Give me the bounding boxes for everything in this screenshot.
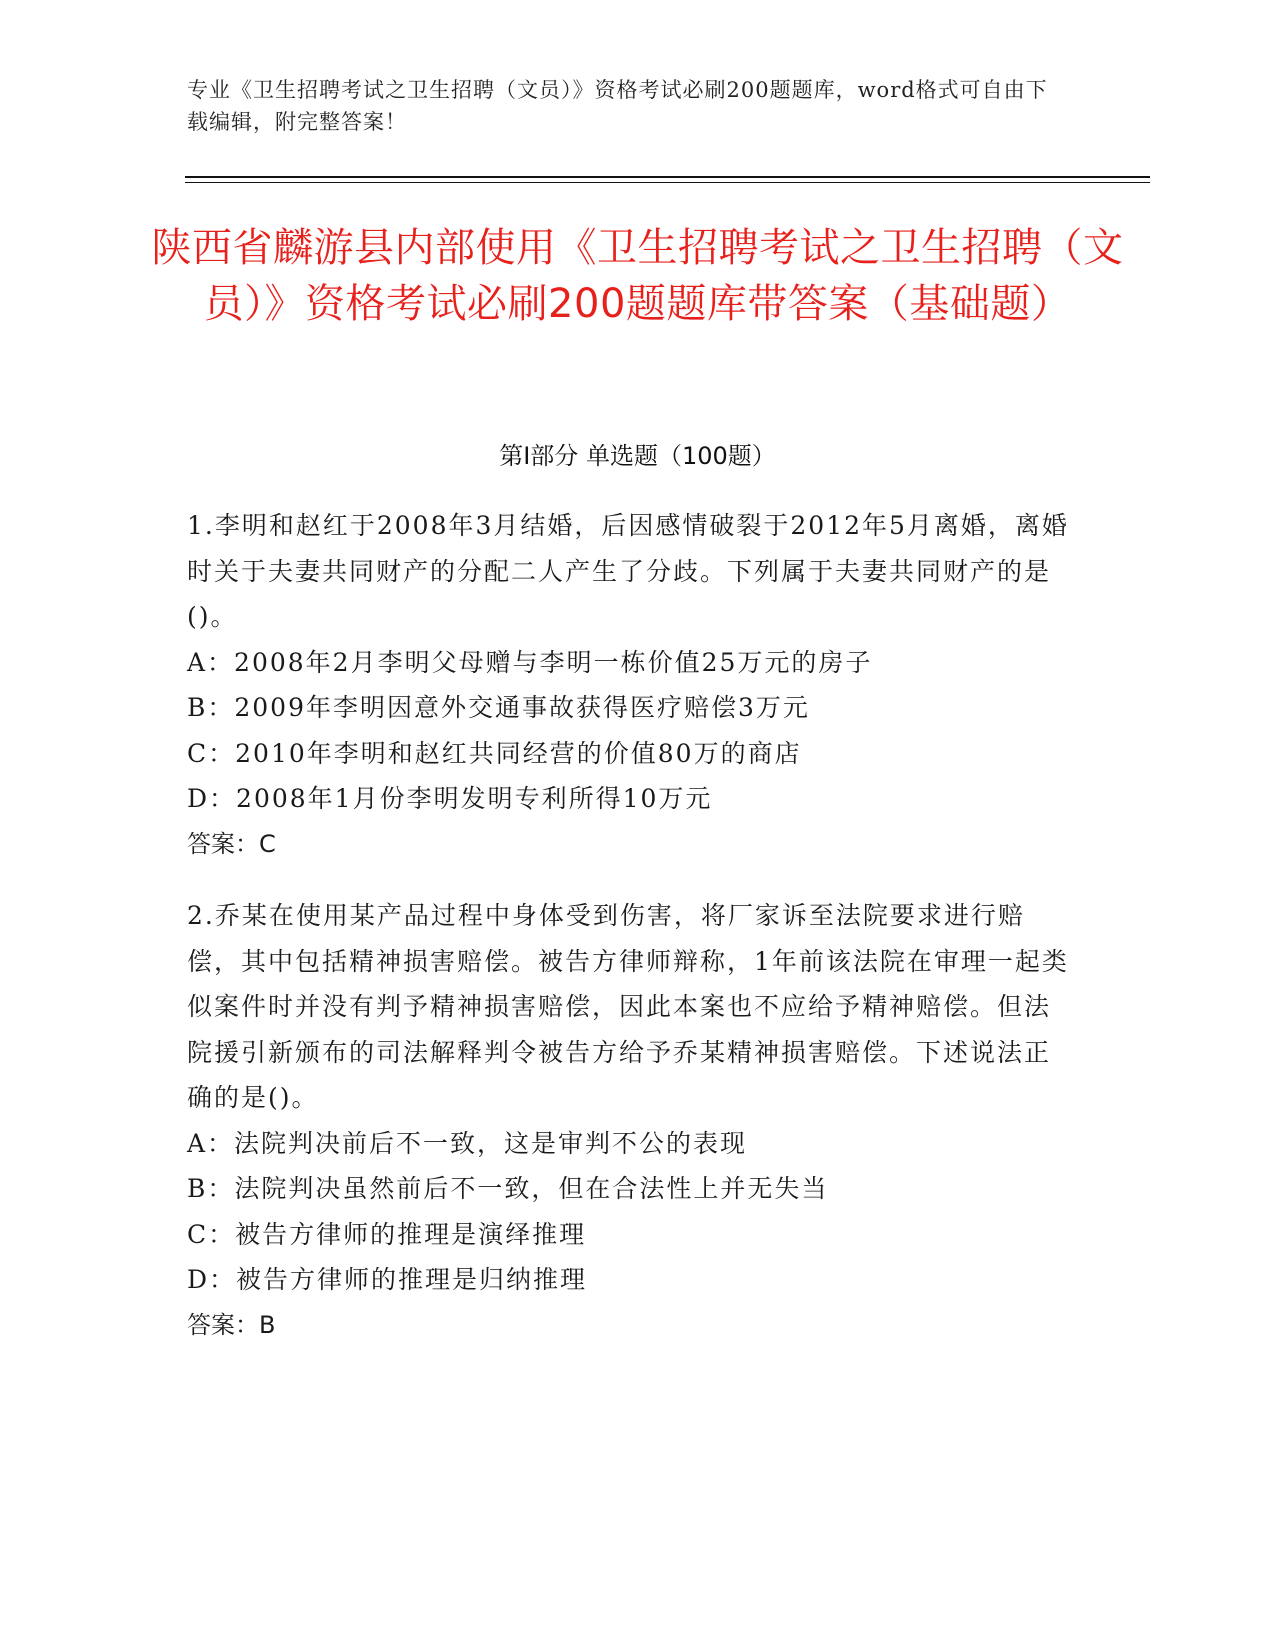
option-c: C：被告方律师的推理是演绎推理 (187, 1219, 587, 1249)
question-2 (187, 893, 1077, 1348)
document-title: 陕西省麟游县内部使用《卫生招聘考试之卫生招聘（文员）》资格考试必刷200题题库带答案（基础题） (151, 225, 1124, 327)
header-divider-thick (185, 176, 1150, 178)
option-a: A：法院判决前后不一致，这是审判不公的表现 (187, 1128, 748, 1158)
option-d: D：被告方律师的推理是归纳推理 (187, 1265, 588, 1294)
answer: 答案：C (187, 829, 276, 858)
option-a: A：2008年2月李明父母赠与李明一栋价值25万元的房子 (187, 647, 873, 677)
header-note: 专业《卫生招聘考试之卫生招聘（文员）》资格考试必刷200题题库，word格式可自由下载编辑，附完整答案！ (187, 78, 1048, 134)
header-divider-thin (185, 182, 1150, 183)
option-b: B：2009年李明因意外交通事故获得医疗赔偿3万元 (187, 693, 810, 722)
option-c: C：2010年李明和赵红共同经营的价值80万的商店 (187, 738, 802, 768)
section-heading: 第Ⅰ部分 单选题（100题） (499, 442, 776, 470)
question-stem: 1.李明和赵红于2008年3月结婚，后因感情破裂于2012年5月离婚，离婚时关于夫妻共同财产的分配二人产生了分歧。下列属于夫妻共同财产的是()。 (187, 511, 1069, 631)
option-b: B：法院判决虽然前后不一致，但在合法性上并无失当 (187, 1174, 829, 1203)
answer: 答案：B (187, 1310, 276, 1339)
question-1 (187, 503, 1077, 867)
option-d: D：2008年1月份李明发明专利所得10万元 (187, 784, 713, 813)
question-stem: 2.乔某在使用某产品过程中身体受到伤害，将厂家诉至法院要求进行赔偿，其中包括精神损害赔偿。被告方律师辩称，1年前该法院在审理一起类似案件时并没有判予精神损害赔偿，因此本案也不应给予精神赔偿。但法院援引新颁布的司法解释判令被告方给予乔某精神损害赔偿。下述说法正确的是()。 (187, 901, 1069, 1112)
